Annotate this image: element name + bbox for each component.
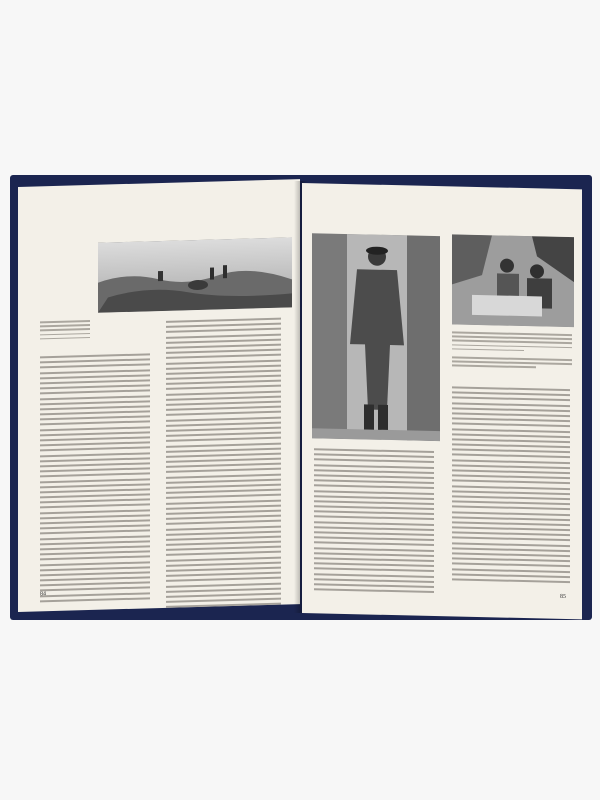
open-book [10, 175, 592, 620]
right-page [302, 183, 582, 619]
right-text-column-1 [314, 448, 434, 596]
right-photo-caption [452, 331, 572, 371]
left-photo-caption [40, 320, 90, 342]
left-text-column-2 [166, 318, 281, 612]
left-text-column-1 [40, 353, 150, 605]
left-photo [98, 237, 292, 312]
left-page-number: 84 [40, 591, 46, 598]
right-photo-soldier [312, 233, 440, 441]
right-text-column-2 [452, 386, 570, 586]
right-page-number: 85 [560, 593, 566, 600]
right-photo-officers [452, 234, 574, 327]
left-page [18, 179, 300, 612]
